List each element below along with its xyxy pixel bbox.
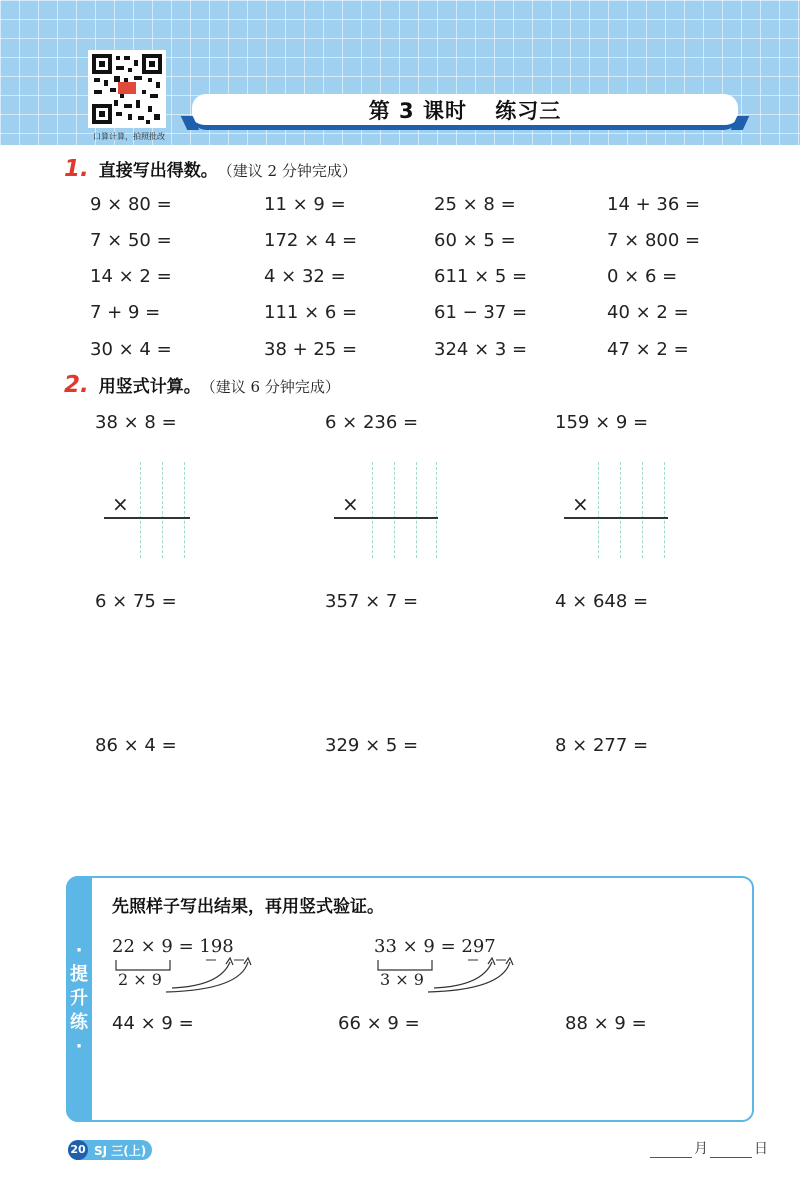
vertical-problem[interactable]: 86 × 4 = bbox=[95, 735, 177, 756]
qr-code-icon bbox=[90, 52, 164, 126]
side-char: 提 bbox=[70, 964, 88, 985]
vertical-problem[interactable]: 159 × 9 = bbox=[555, 412, 649, 433]
mental-problem[interactable]: 7 + 9 = bbox=[90, 302, 161, 323]
mental-problem[interactable]: 324 × 3 = bbox=[434, 339, 528, 360]
lesson-title-bar bbox=[192, 94, 738, 130]
guide-dash bbox=[642, 462, 643, 558]
vertical-problem[interactable]: 8 × 277 = bbox=[555, 735, 649, 756]
mental-problem[interactable]: 7 × 50 = bbox=[90, 230, 172, 251]
guide-dash bbox=[394, 462, 395, 558]
lift-practice-label bbox=[66, 876, 92, 1122]
month-blank[interactable] bbox=[650, 1144, 692, 1158]
guide-dash bbox=[140, 462, 141, 558]
page-number: 20 bbox=[68, 1140, 88, 1160]
lesson-name: 练习三 bbox=[495, 98, 562, 123]
day-blank[interactable] bbox=[710, 1144, 752, 1158]
vertical-problem[interactable]: 329 × 5 = bbox=[325, 735, 419, 756]
calc-line bbox=[564, 517, 668, 519]
calc-line bbox=[334, 517, 438, 519]
mental-problem[interactable]: 14 × 2 = bbox=[90, 266, 172, 287]
day-label: 日 bbox=[754, 1141, 768, 1157]
times-sign: × bbox=[572, 492, 589, 516]
side-dot: · bbox=[75, 1036, 83, 1057]
times-sign: × bbox=[112, 492, 129, 516]
times-sign: × bbox=[342, 492, 359, 516]
qr-code[interactable] bbox=[88, 50, 166, 128]
mental-problem[interactable]: 611 × 5 = bbox=[434, 266, 528, 287]
mental-problem[interactable]: 60 × 5 = bbox=[434, 230, 516, 251]
vertical-calc-template[interactable] bbox=[564, 462, 670, 558]
mental-problem[interactable]: 25 × 8 = bbox=[434, 194, 516, 215]
example-equation: 33 × 9 = 297 bbox=[374, 936, 496, 957]
vertical-problem[interactable]: 6 × 75 = bbox=[95, 591, 177, 612]
guide-dash bbox=[372, 462, 373, 558]
example-arrows bbox=[110, 950, 260, 998]
mental-problem[interactable]: 30 × 4 = bbox=[90, 339, 172, 360]
guide-dash bbox=[598, 462, 599, 558]
page-header bbox=[0, 0, 800, 145]
guide-dash bbox=[162, 462, 163, 558]
calc-line bbox=[104, 517, 190, 519]
mental-problem[interactable]: 111 × 6 = bbox=[264, 302, 358, 323]
section-2-instruction: 用竖式计算。 bbox=[98, 377, 201, 397]
section-1-heading bbox=[64, 156, 357, 182]
footer-book-label: SJ 三(上) bbox=[94, 1144, 147, 1158]
example-arrows bbox=[372, 950, 522, 998]
lesson-number: 第 3 课时 bbox=[368, 98, 467, 123]
vertical-calc-template[interactable] bbox=[334, 462, 440, 558]
guide-dash bbox=[664, 462, 665, 558]
mental-problem[interactable]: 4 × 32 = bbox=[264, 266, 346, 287]
mental-problem[interactable]: 38 + 25 = bbox=[264, 339, 358, 360]
section-1-number: 1. bbox=[64, 156, 89, 182]
mental-problem[interactable]: 9 × 80 = bbox=[90, 194, 172, 215]
example-equation: 22 × 9 = 198 bbox=[112, 936, 234, 957]
vertical-problem[interactable]: 4 × 648 = bbox=[555, 591, 649, 612]
month-label: 月 bbox=[694, 1141, 708, 1157]
title-bar-tab-right bbox=[731, 116, 750, 130]
section-1-hint: （建议 2 分钟完成） bbox=[217, 162, 357, 180]
side-char: 练 bbox=[70, 1012, 88, 1033]
guide-dash bbox=[416, 462, 417, 558]
example-subcalc: 3 × 9 bbox=[380, 970, 424, 989]
lift-problem[interactable]: 44 × 9 = bbox=[112, 1013, 194, 1034]
section-2-number: 2. bbox=[64, 372, 89, 398]
section-2-heading bbox=[64, 372, 340, 398]
lesson-title bbox=[359, 95, 572, 125]
mental-problem[interactable]: 61 − 37 = bbox=[434, 302, 528, 323]
mental-problem[interactable]: 14 + 36 = bbox=[607, 194, 701, 215]
guide-dash bbox=[620, 462, 621, 558]
mental-problem[interactable]: 47 × 2 = bbox=[607, 339, 689, 360]
vertical-calc-template[interactable] bbox=[104, 462, 194, 558]
lift-problem[interactable]: 66 × 9 = bbox=[338, 1013, 420, 1034]
side-dot: · bbox=[75, 940, 83, 961]
side-char: 升 bbox=[70, 988, 88, 1009]
vertical-problem[interactable]: 357 × 7 = bbox=[325, 591, 419, 612]
mental-problem[interactable]: 7 × 800 = bbox=[607, 230, 701, 251]
title-bar-tab-left bbox=[181, 116, 200, 130]
section-2-hint: （建议 6 分钟完成） bbox=[200, 378, 340, 396]
guide-dash bbox=[436, 462, 437, 558]
lift-instruction: 先照样子写出结果，再用竖式验证。 bbox=[112, 897, 384, 917]
example-subcalc: 2 × 9 bbox=[118, 970, 162, 989]
mental-problem[interactable]: 0 × 6 = bbox=[607, 266, 678, 287]
vertical-problem[interactable]: 38 × 8 = bbox=[95, 412, 177, 433]
footer-date bbox=[648, 1138, 768, 1158]
section-1-instruction: 直接写出得数。 bbox=[98, 161, 218, 181]
mental-problem[interactable]: 40 × 2 = bbox=[607, 302, 689, 323]
vertical-problem[interactable]: 6 × 236 = bbox=[325, 412, 419, 433]
mental-problem[interactable]: 11 × 9 = bbox=[264, 194, 346, 215]
lift-problem[interactable]: 88 × 9 = bbox=[565, 1013, 647, 1034]
guide-dash bbox=[184, 462, 185, 558]
qr-caption: 口算计算，拍照批改 bbox=[93, 132, 165, 141]
mental-problem[interactable]: 172 × 4 = bbox=[264, 230, 358, 251]
